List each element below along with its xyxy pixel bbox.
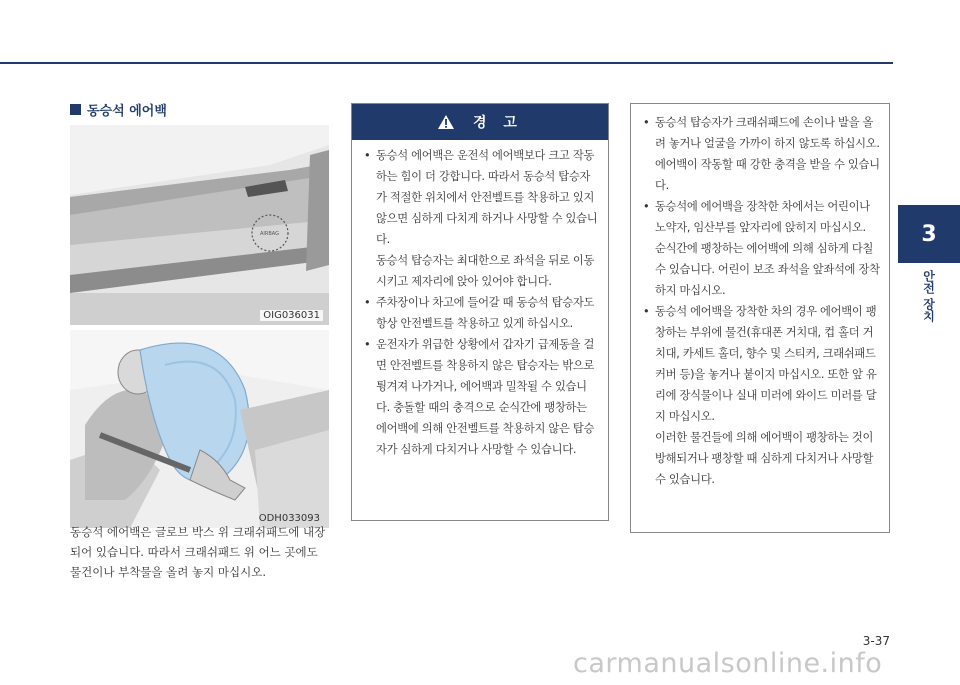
section-heading <box>70 100 167 119</box>
page-number: 3-37 <box>862 634 890 648</box>
heading-square-icon <box>70 104 81 115</box>
chapter-tab[interactable]: 3 <box>898 205 960 263</box>
list-item-text: 동승석에 에어백을 장착한 차에서는 어린이나 노약자, 임산부를 앞자리에 앉히지 마십시오. <box>655 200 870 234</box>
figure-passenger-airbag <box>70 330 329 528</box>
list-item <box>364 145 598 292</box>
warning-title: 경 고 <box>473 115 523 131</box>
list-item <box>643 112 881 196</box>
list-item-continuation: 동승석 탑승자는 최대한으로 좌석을 뒤로 이동시키고 제자리에 앉아 있어야 합니다. <box>376 254 595 288</box>
section-title: 동승석 에어백 <box>87 104 167 119</box>
list-item <box>364 292 598 334</box>
list-item-text: 주차장이나 차고에 들어갈 때 동승석 탑승자도 항상 안전벨트를 착용하고 있게 하십시오. <box>376 296 595 330</box>
figure-dashboard <box>70 125 329 325</box>
watermark: carmanualsonline.info <box>573 648 883 679</box>
list-item-text: 동승석 에어백을 장착한 차의 경우 에어백이 팽창하는 부위에 물건(휴대폰 거치대, 컵 홀더 거치대, 카세트 홀더, 향수 및 스티커, 크래쉬패드 커버 등)을 놓거나 붙이지 마십시오. 또한 앞 유리에 장식물이나 실내 미러에 와이드 미러를 달지 마십시오. <box>655 305 877 423</box>
list-item-continuation: 이러한 물건들에 의해 에어백이 팽창하는 것이 방해되거나 팽창할 때 심하게 다치거나 사망할 수 있습니다. <box>655 431 874 486</box>
figure-caption: 동승석 에어백은 글로브 박스 위 크래쉬패드에 내장되어 있습니다. 따라서 크래쉬패드 위 어느 곳에도 물건이나 부착물을 올려 놓지 마십시오. <box>70 525 326 579</box>
svg-text:AIRBAG: AIRBAG <box>260 231 280 237</box>
continuation-list <box>631 104 889 490</box>
warning-box <box>351 103 609 521</box>
figure-code: OIG036031 <box>260 310 323 321</box>
list-item <box>364 334 598 460</box>
header-rule <box>0 62 893 64</box>
warning-continuation-box <box>630 103 890 533</box>
chapter-label: 안전 장치 <box>921 270 936 323</box>
list-item-text: 운전자가 위급한 상황에서 갑자기 급제동을 걸면 안전벨트를 착용하지 않은 탑승자는 밖으로 튕겨져 나가거나, 에어백과 밀착될 수 있습니다. 충돌할 때의 충격으로 순식간에 팽창하는 에어백에 의해 안전벨트를 착용하지 않은 탑승자가 심하게 다치거나 사망할 수 있습니다. <box>376 338 595 456</box>
list-item-text: 동승석 에어백은 운전석 에어백보다 크고 작동하는 힘이 더 강합니다. 따라서 동승석 탑승자가 적절한 위치에서 안전벨트를 착용하고 있지 않으면 심하게 다치게 하거나 사망할 수 있습니다. <box>376 149 598 246</box>
warning-triangle-icon <box>437 114 455 130</box>
passenger-airbag-illustration <box>70 330 329 528</box>
figure-code: ODH033093 <box>258 513 320 524</box>
list-item <box>643 301 881 490</box>
list-item-text: 동승석 탑승자가 크래쉬패드에 손이나 발을 올려 놓거나 얼굴을 가까이 하지 않도록 하십시오. 에어백이 작동할 때 강한 충격을 받을 수 있습니다. <box>655 116 880 192</box>
list-item <box>643 196 881 301</box>
dashboard-illustration <box>70 125 329 325</box>
warning-header <box>352 104 608 140</box>
warning-list <box>352 140 608 460</box>
list-item-continuation: 순식간에 팽창하는 에어백에 의해 심하게 다칠 수 있습니다. 어린이 보조 좌석을 앞좌석에 장착하지 마십시오. <box>655 242 880 297</box>
